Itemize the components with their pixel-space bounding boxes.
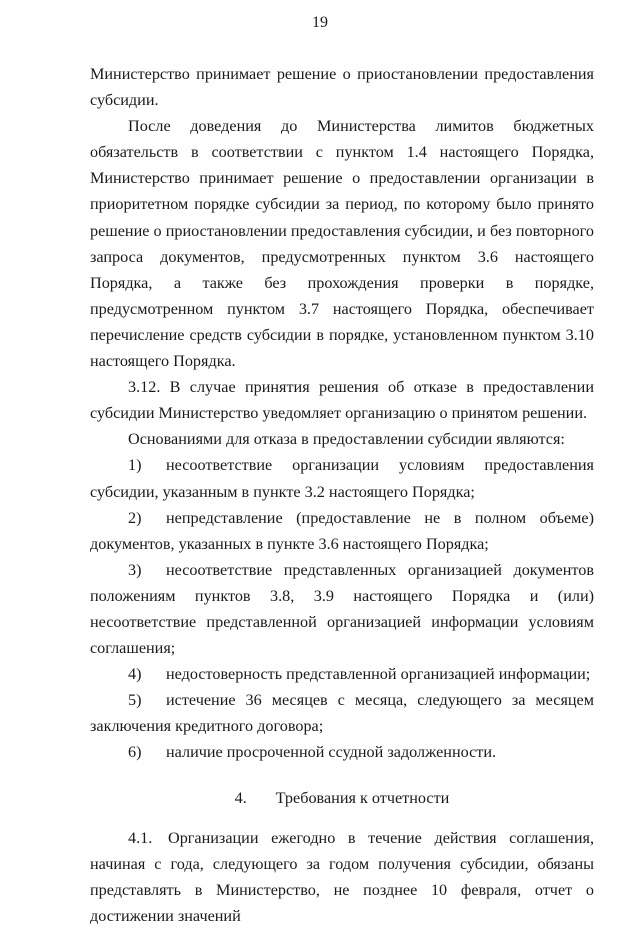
paragraph-3-12: 3.12. В случае принятия решения об отказе в предоставлении субсидии Министерство уведомляет организацию о принятом решении. <box>90 378 594 423</box>
list-item-text: истечение 36 месяцев с месяца, следующего за месяцем заключения кредитного договора; <box>90 691 594 736</box>
list-item <box>90 661 594 687</box>
list-item-text: недостоверность представленной организацией информации; <box>166 665 591 684</box>
paragraph-text: Организации ежегодно в течение действия соглашения, начиная с года, следующего за годом получения субсидии, обязаны представлять в Министерство, не позднее 10 февраля, отчет о достижении значений <box>90 828 594 925</box>
document-body <box>90 61 594 929</box>
paragraph: Министерство принимает решение о приостановлении предоставления субсидии. <box>90 65 594 110</box>
list-item-number: 6) <box>128 743 142 762</box>
section-number: 4. <box>234 788 247 807</box>
list-item-text: непредставление (предоставление не в полном объеме) документов, указанных в пункте 3.6 настоящего Порядка; <box>90 508 594 553</box>
list-item <box>90 505 594 557</box>
list-item-number: 2) <box>128 508 142 527</box>
paragraph: После доведения до Министерства лимитов бюджетных обязательств в соответствии с пунктом 1.4 настоящего Порядка, Министерство принимает решение о предоставлении организации в приоритетном порядке субсидии за период, по которому было принято решение о приостановлении предоставления субсидии, и без повторного запроса документов, предусмотренных пунктом 3.6 настоящего Порядка, а также без прохождения проверки в порядке, предусмотренном пунктом 3.7 настоящего Порядка, обеспечивает перечисление средств субсидии в порядке, установленном пунктом 3.10 настоящего Порядка. <box>90 117 594 371</box>
list-item-text: несоответствие организации условиям предоставления субсидии, указанным в пункте 3.2 настоящего Порядка; <box>90 456 594 501</box>
list-item-number: 4) <box>128 665 142 684</box>
paragraph: Основаниями для отказа в предоставлении субсидии являются: <box>128 430 565 449</box>
list-item-number: 3) <box>128 560 142 579</box>
list-item-text: наличие просроченной ссудной задолженности. <box>166 743 497 762</box>
section-heading <box>90 785 594 811</box>
paragraph-4-1 <box>90 825 594 929</box>
list-item <box>90 687 594 739</box>
list-item <box>90 739 594 765</box>
list-item <box>90 557 594 661</box>
list-item-number: 1) <box>128 456 142 475</box>
list-item <box>90 452 594 504</box>
list-item-number: 5) <box>128 691 142 710</box>
section-title: Требования к отчетности <box>275 788 450 807</box>
paragraph-number: 4.1. <box>128 828 153 847</box>
list-item-text: несоответствие представленных организацией документов положениям пунктов 3.8, 3.9 настоящего Порядка и (или) несоответствие представленной организацией информации условиям соглашения; <box>90 560 594 658</box>
page-number: 19 <box>312 14 328 31</box>
